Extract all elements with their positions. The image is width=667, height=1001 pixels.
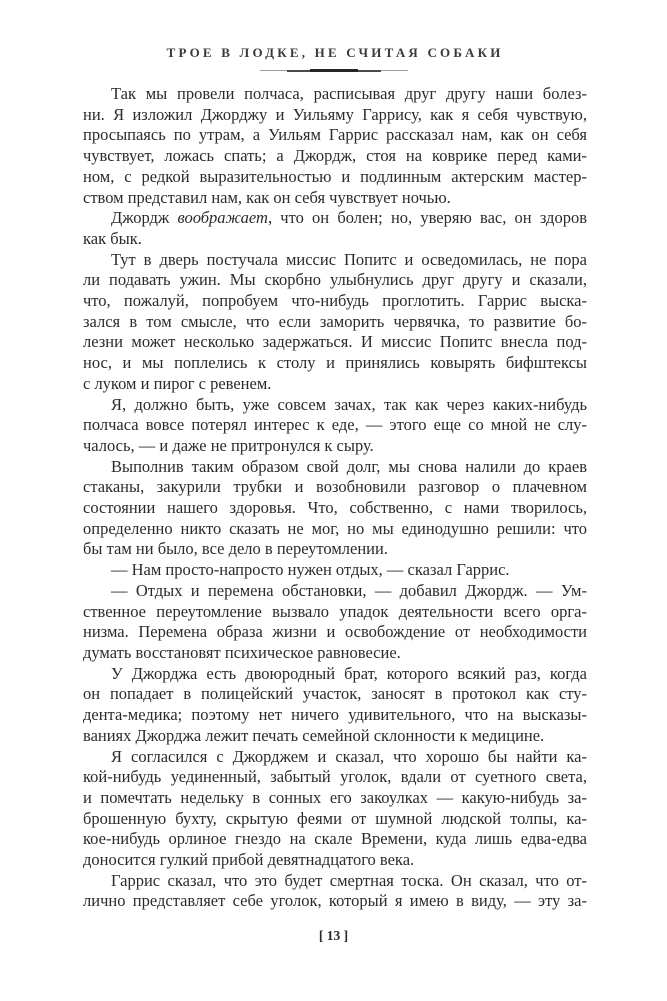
text-line: чувствует, ложась спать; а Джордж, стоя на коврике перед ками- [83, 146, 587, 166]
text-line: думать восстановят психическое равновесие. [83, 642, 401, 662]
text-line: Джордж воображает, что он болен; но, уверяю вас, он здоров [111, 208, 587, 228]
text-line: полчаса вовсе потерял интерес к еде, — этого еще со мной не слу- [83, 415, 587, 435]
text-line: Гаррис сказал, что это будет смертная тоска. Он сказал, что от- [111, 870, 587, 890]
text-line: состоянии нашего здоровья. Что, собственно, с нами творилось, [83, 498, 587, 518]
text-line: Я согласился с Джорджем и сказал, что хорошо бы найти ка- [111, 746, 587, 766]
text-line: кое-нибудь орлиное гнездо на скале Времени, куда лишь едва-едва [83, 829, 587, 849]
text-line: как бык. [83, 228, 142, 248]
running-head: ТРОЕ В ЛОДКЕ, НЕ СЧИТАЯ СОБАКИ [166, 45, 504, 60]
text-line: лично представляет себе уголок, который я имею в виду, — эту за- [83, 891, 587, 911]
text-line: дента-медика; поэтому нет ничего удивительного, что на высказы- [83, 705, 587, 725]
text-line: ном, с редкой выразительностью и подлинным актерским мастер- [83, 166, 587, 186]
text-line: чалось, — и даже не притронулся к сыру. [83, 435, 374, 455]
text-line: брошенную бухту, скрытую феями от шумной людской толпы, ка- [83, 808, 587, 828]
text-line: ством представил нам, как он себя чувствует ночью. [83, 187, 451, 207]
page-number: [ 13 ] [318, 928, 349, 943]
text-line: — Нам просто-напросто нужен отдых, — сказал Гаррис. [111, 560, 510, 580]
text-line: Я, должно быть, уже совсем зачах, так как через каких-нибудь [111, 394, 587, 414]
text-line: Так мы провели полчаса, расписывая друг другу наши болез- [111, 84, 587, 103]
text-line: он попадает в полицейский участок, заносят в протокол как сту- [83, 684, 587, 704]
text-line: просыпаясь по утрам, а Уильям Гаррис рассказал нам, как он себя [83, 125, 587, 145]
text-line: ваниях Джорджа лежит печать семейной склонности к медицине. [83, 725, 545, 745]
text-line: и помечтать недельку в сонных его закоулках — какую-нибудь за- [83, 787, 587, 807]
text-line: ни. Я изложил Джорджу и Уильяму Гаррису, как я себя чувствую, [83, 104, 587, 124]
text-line: У Джорджа есть двоюродный брат, которого всякий раз, когда [111, 663, 587, 683]
text-line: Выполнив таким образом свой долг, мы снова налили до краев [111, 456, 587, 476]
text-line: ли подавать ужин. Мы скорбно улыбнулись друг другу и сказали, [83, 270, 587, 290]
text-line: зался в том смысле, что если заморить червячка, то развитие бо- [83, 311, 587, 331]
divider-center-bar [310, 69, 358, 72]
text-line: кой-нибудь уединенный, забытый уголок, вдали от суетного света, [83, 767, 587, 787]
text-line: ственное переутомление вызвало упадок деятельности всего орга- [83, 601, 587, 621]
text-line: бы там ни было, все дело в переутомлении. [83, 539, 388, 559]
ornamental-divider [260, 68, 408, 73]
text-line: что, пожалуй, попробуем что-нибудь проглотить. Гаррис выска- [83, 291, 587, 311]
text-line: определенно никто сказать не мог, но мы единодушно решили: что [83, 518, 587, 538]
text-line: стаканы, закурили трубки и возобновили разговор о плачевном [83, 477, 587, 497]
text-line: нос, и мы поплелись к столу и принялись ковырять бифштексы [83, 353, 587, 373]
text-line: лезни может несколько задержаться. И миссис Попитс внесла под- [83, 332, 587, 352]
text-line: — Отдых и перемена обстановки, — добавил Джордж. — Ум- [111, 580, 587, 600]
text-line: с луком и пирог с ревенем. [83, 373, 272, 393]
text-line: низма. Перемена образа жизни и освобождение от необходимости [83, 622, 587, 642]
text-block [83, 84, 587, 912]
text-line: Тут в дверь постучала миссис Попитс и осведомилась, не пора [111, 249, 587, 269]
text-line: доносится гулкий прибой девятнадцатого века. [83, 850, 415, 870]
